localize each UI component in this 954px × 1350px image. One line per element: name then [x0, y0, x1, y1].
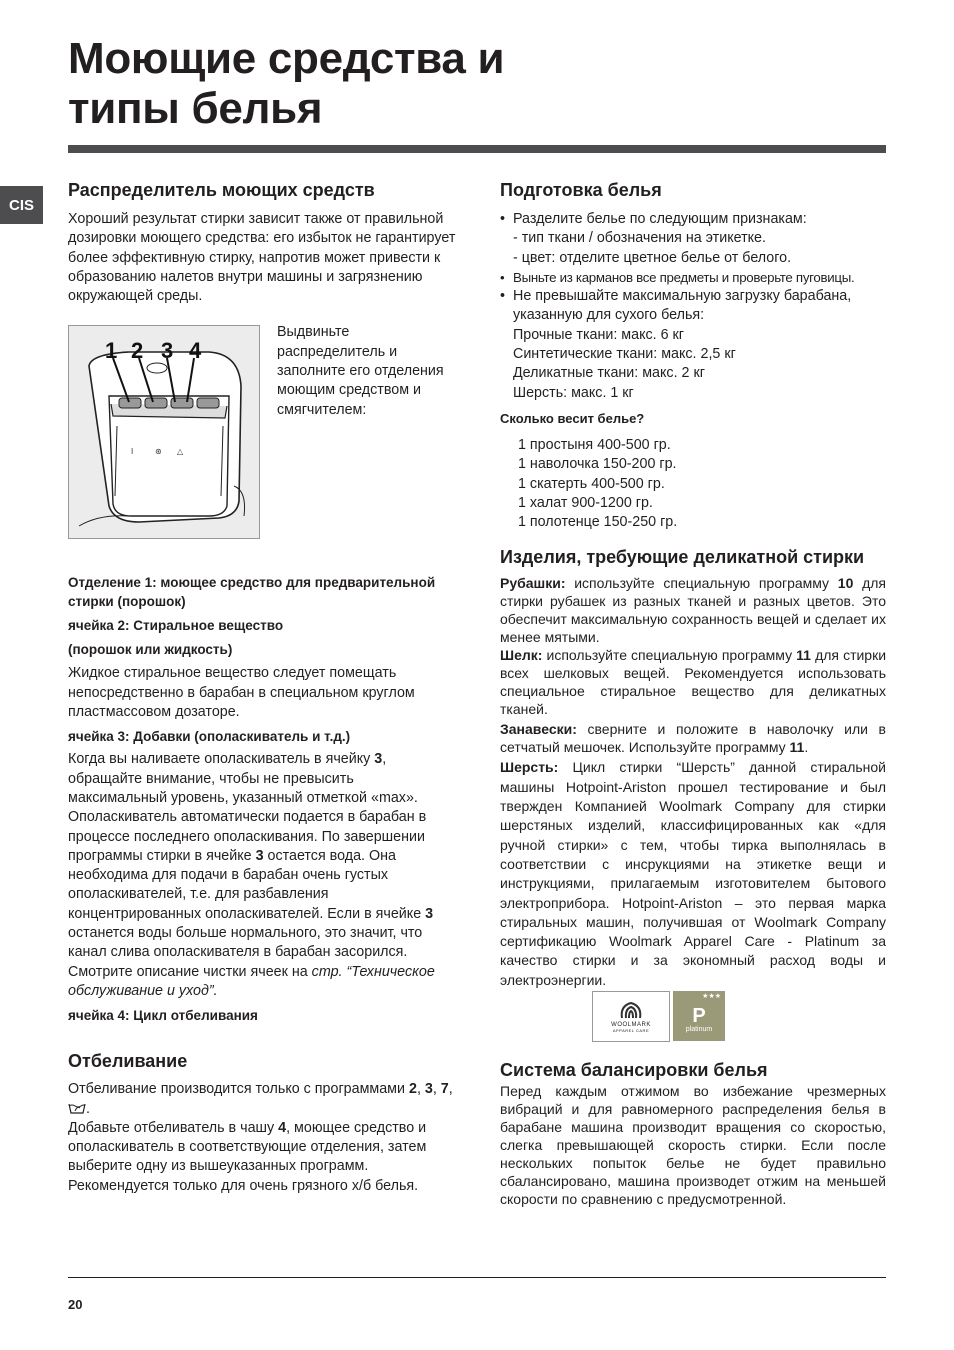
platinum-p-icon: P — [692, 1004, 706, 1027]
bleach-heading: Отбеливание — [68, 1051, 188, 1072]
bleach-text-2: Добавьте отбеливатель в чашу 4, моющее средство и ополаскиватель в соответствующие отделения, затем выберите одну из вышеуказанных программ. Рекомендуется только для очень грязного х/б белья. — [68, 1119, 427, 1194]
silk-paragraph: Шелк: используйте специальную программу 11 для стирки всех шелковых вещей. Рекомендуется использовать специальное стиральное вещество для деликатных тканей. — [500, 647, 887, 718]
balance-heading: Система балансировки белья — [500, 1060, 768, 1081]
curtains-paragraph: Занавески: сверните и положите в наволочку или в сетчатый мешочек. Используйте программу 11. — [500, 721, 886, 756]
list-item: 1 наволочка 150-200 гр. — [518, 456, 677, 473]
list-item: • Выньте из карманов все предметы и проверьте пуговицы. — [500, 268, 886, 287]
delicate-text — [500, 574, 886, 990]
compartment-2-text: Жидкое стиральное вещество следует помещать непосредственно в барабан в специальном круглом пластмассовом дозаторе. — [68, 665, 415, 721]
dispenser-intro: Хороший результат стирки зависит также от правильной дозировки моющего средства: его избыток не гарантирует более эффективную стирку, напротив может привести к образованию налетов внутри машины и загрязнению окружающей среды. — [68, 211, 456, 305]
certification-logos — [592, 991, 886, 1042]
compartment-3-title: ячейка 3: Добавки (ополаскиватель и т.д.) — [68, 729, 351, 745]
list-item: 1 скатерть 400-500 гр. — [518, 475, 665, 492]
compartment-2-title: ячейка 2: Стиральное вещество — [68, 618, 284, 634]
figure-number-2: 2 — [131, 338, 144, 364]
svg-text:I: I — [131, 447, 134, 457]
bleach-text-1: Отбеливание производится только с программами 2, 3, 7, . — [68, 1081, 453, 1117]
figure-caption: Выдвиньте распределитель и заполните его отделения моющим средством и смягчителем: — [277, 324, 444, 418]
title-divider — [68, 145, 886, 153]
language-tab: CIS — [0, 186, 43, 224]
woolmark-icon — [618, 1000, 644, 1022]
compartment-4: ячейка 4: Цикл отбеливания — [68, 1008, 258, 1024]
delicate-heading: Изделия, требующие деликатной стирки — [500, 547, 865, 568]
list-item: • Разделите белье по следующим признакам: - тип ткани / обозначения на этикетке. - цвет: отделите цветное белье от белого. — [500, 210, 886, 268]
dispenser-figure-block — [68, 325, 456, 539]
footer-divider — [68, 1277, 886, 1278]
wool-paragraph: Шерсть: Цикл стирки “Шерсть” данной стиральной машины Hotpoint-Ariston прошел тестирование и был твержден Компанией Woolmark Company для стирки шерстяных изделий, классифицированных как «для ручной стирки» с тем, чтобы тирка выполнялась в соответствии с инсрукциями на этикетке вещи и инструкциями, прилагаемым изготовителем бытового электроприбора. Hotpoint-Ariston – это первая марка стиральных машин, получившая от Woolmark Company сертификацию Woolmark Apparel Care - Platinum за качество стирки и за экономный расход воды и электроэнергии. — [500, 759, 886, 988]
compartment-1: Отделение 1: моющее средство для предварительной стирки (порошок) — [68, 575, 436, 610]
woolmark-logo: WOOLMARK APPAREL CARE — [592, 991, 670, 1042]
compartment-2-subtitle: (порошок или жидкость) — [68, 642, 233, 658]
page-title — [68, 34, 768, 134]
shirts-paragraph: Рубашки: используйте специальную программу 10 для стирки рубашек из разных тканей и разных цветов. Это обеспечит максимальную сохранность вещей и сделает их менее мятыми. — [500, 575, 886, 646]
handwash-icon — [68, 1101, 86, 1113]
prep-list — [500, 210, 886, 403]
page-number: 20 — [68, 1297, 83, 1312]
dispenser-drawing — [69, 326, 259, 538]
right-column — [500, 178, 886, 1208]
figure-number-3: 3 — [161, 338, 174, 364]
balance-text: Перед каждым отжимом во избежание чрезмерных вибраций и для равномерного распределения белья в барабане машина производит вращения со скоростью, слегка превышающей скорость стирки. Если после нескольких попыток белье не будет правильно сбалансировано, машина производет отжим на меньшей скорости по сравнению с предусмотренной. — [500, 1083, 886, 1208]
list-item: 1 простыня 400-500 гр. — [518, 436, 671, 453]
page-title-line-1: Моющие средства и — [68, 34, 505, 83]
page-title-line-2: типы белья — [68, 84, 323, 133]
list-item: 1 халат 900-1200 гр. — [518, 494, 653, 511]
dispenser-heading: Распределитель моющих средств — [68, 180, 375, 200]
platinum-logo: ★★★ P platinum — [673, 991, 725, 1041]
svg-text:△: △ — [177, 447, 184, 457]
svg-text:⊛: ⊛ — [155, 447, 162, 457]
weight-heading: Сколько весит белье? — [500, 410, 645, 426]
list-item: • Не превышайте максимальную загрузку барабана, указанную для сухого белья: Прочные ткани: макс. 6 кг Синтетические ткани: макс. 2,5 кг Деликатные ткани: макс. 2 кг Шерсть: макс. 1 кг — [500, 287, 886, 403]
list-item: 1 полотенце 150-250 гр. — [518, 514, 678, 531]
compartment-3-text: Когда вы наливаете ополаскиватель в ячейку 3, обращайте внимание, чтобы не превысить максимальный уровень, указанный отметкой «max». Ополаскиватель автоматически подается в барабан в процессе последнего ополаскивания. По завершении программы стирки в ячейке 3 остается вода. Она необходима для подачи в барабан очень густых ополаскивателей, т.е. для разбавления концентрированных ополаскивателей. Если в ячейке 3 останется воды больше нормального, это значит, что канал слива ополаскивателя в барабан засорился. Смотрите описание чистки ячеек на стр. “Техническое обслуживание и уход”. — [68, 751, 435, 999]
figure-number-1: 1 — [105, 338, 118, 364]
prep-heading: Подготовка белья — [500, 180, 662, 200]
left-column — [68, 178, 456, 1196]
figure-number-4: 4 — [189, 338, 202, 364]
star-icon: ★★★ — [702, 993, 721, 1001]
dispenser-illustration — [68, 325, 260, 539]
weight-list — [500, 436, 886, 532]
